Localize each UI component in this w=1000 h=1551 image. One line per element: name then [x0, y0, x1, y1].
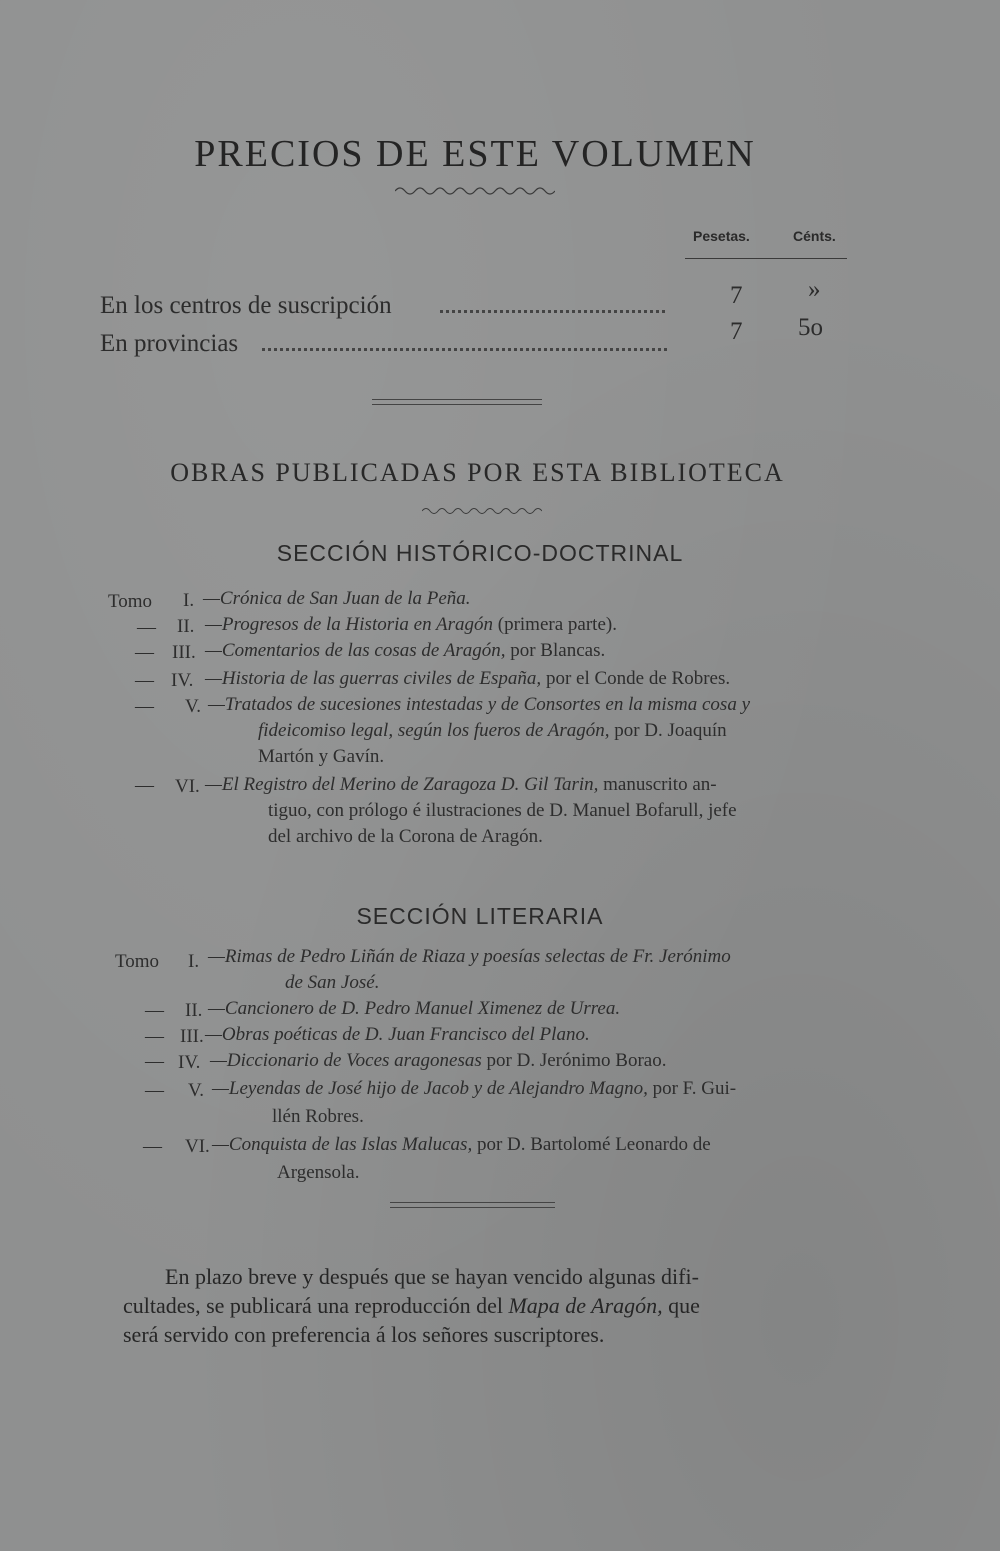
entry-prefix: — [135, 642, 154, 663]
entry-prefix: — [137, 617, 156, 638]
entry-prefix: — [135, 775, 154, 796]
table-rule [685, 258, 847, 259]
entry-text: —Leyendas de José hijo de Jacob y de Alejandro Magno, por F. Gui- [212, 1078, 737, 1099]
column-header-cents: Cénts. [793, 228, 836, 244]
entry-text: —Progresos de la Historia en Aragón (primera parte). [205, 614, 617, 635]
section-heading-historico: SECCIÓN HISTÓRICO-DOCTRINAL [276, 540, 684, 566]
double-rule [390, 1202, 555, 1208]
entry-text: —Crónica de San Juan de la Peña. [203, 588, 471, 609]
entry-prefix: Tomo [108, 591, 153, 612]
entry-prefix: — [135, 696, 154, 717]
entry-number: III. [180, 1026, 204, 1047]
entry-number: IV. [171, 670, 194, 691]
entry-text-continued: del archivo de la Corona de Aragón. [268, 826, 543, 847]
entry-text: —Cancionero de D. Pedro Manuel Ximenez de Urrea. [208, 998, 621, 1019]
entry-prefix: — [145, 1026, 164, 1047]
entry-number: I. [188, 951, 200, 972]
closing-line-1: En plazo breve y después que se hayan vencido algunas difi- [165, 1264, 699, 1289]
entry-text-continued: llén Robres. [272, 1106, 364, 1127]
price-row-label: En los centros de suscripción [100, 292, 392, 319]
entry-prefix: — [143, 1136, 162, 1157]
entry-prefix: — [145, 1000, 164, 1021]
entry-number: III. [172, 642, 196, 663]
entry-text-continued: Argensola. [277, 1162, 360, 1183]
entry-number: VI. [185, 1136, 210, 1157]
entry-prefix: — [135, 670, 154, 691]
entry-number: VI. [175, 776, 200, 797]
entry-text: —Comentarios de las cosas de Aragón, por Blancas. [205, 640, 606, 661]
entry-text: —El Registro del Merino de Zaragoza D. Gil Tarin, manuscrito an- [205, 774, 717, 795]
entry-number: V. [185, 696, 202, 717]
double-rule [372, 399, 542, 405]
entry-prefix: Tomo [115, 951, 160, 972]
entry-text-continued: fideicomiso legal, según los fueros de Aragón, por D. Joaquín [258, 720, 727, 741]
entry-text: —Historia de las guerras civiles de España, por el Conde de Robres. [205, 668, 731, 689]
entry-text: —Obras poéticas de D. Juan Francisco del Plano. [205, 1024, 590, 1045]
entry-text-continued: tiguo, con prólogo é ilustraciones de D. Manuel Bofarull, jefe [268, 800, 737, 821]
heading-ornament [422, 506, 542, 516]
title-ornament [395, 185, 555, 197]
entry-text: —Rimas de Pedro Liñán de Riaza y poesías selectas de Fr. Jerónimo [208, 946, 731, 967]
dot-leader [440, 310, 665, 313]
entry-prefix: — [145, 1051, 164, 1072]
price-cents: » [808, 276, 821, 303]
entry-number: II. [177, 616, 195, 637]
price-pesetas: 7 [730, 318, 743, 345]
entry-text-continued: Martón y Gavín. [258, 746, 385, 767]
entry-text: —Conquista de las Islas Malucas, por D. Bartolomé Leonardo de [212, 1134, 711, 1155]
entry-prefix: — [145, 1080, 164, 1101]
entry-text-continued: de San José. [285, 972, 380, 993]
column-header-pesetas: Pesetas. [693, 228, 750, 244]
entry-text: —Tratados de sucesiones intestadas y de Consortes en la misma cosa y [208, 694, 751, 715]
price-pesetas: 7 [730, 282, 743, 309]
entry-number: IV. [178, 1052, 201, 1073]
price-cents: 5o [798, 314, 823, 341]
entry-number: V. [188, 1080, 205, 1101]
section-heading-literaria: SECCIÓN LITERARIA [356, 903, 604, 929]
closing-line-2: cultades, se publicará una reproducción del Mapa de Aragón, que [123, 1293, 700, 1318]
entry-number: II. [185, 1000, 203, 1021]
dot-leader [262, 348, 667, 351]
entry-number: I. [183, 590, 195, 611]
closing-line-3: será servido con preferencia á los señores suscriptores. [123, 1322, 605, 1347]
obras-heading: OBRAS PUBLICADAS POR ESTA BIBLIOTECA [170, 458, 785, 487]
price-row-label: En provincias [100, 330, 239, 357]
entry-text: —Diccionario de Voces aragonesas por D. Jerónimo Borao. [210, 1050, 667, 1071]
page-title: PRECIOS DE ESTE VOLUMEN [194, 133, 756, 175]
